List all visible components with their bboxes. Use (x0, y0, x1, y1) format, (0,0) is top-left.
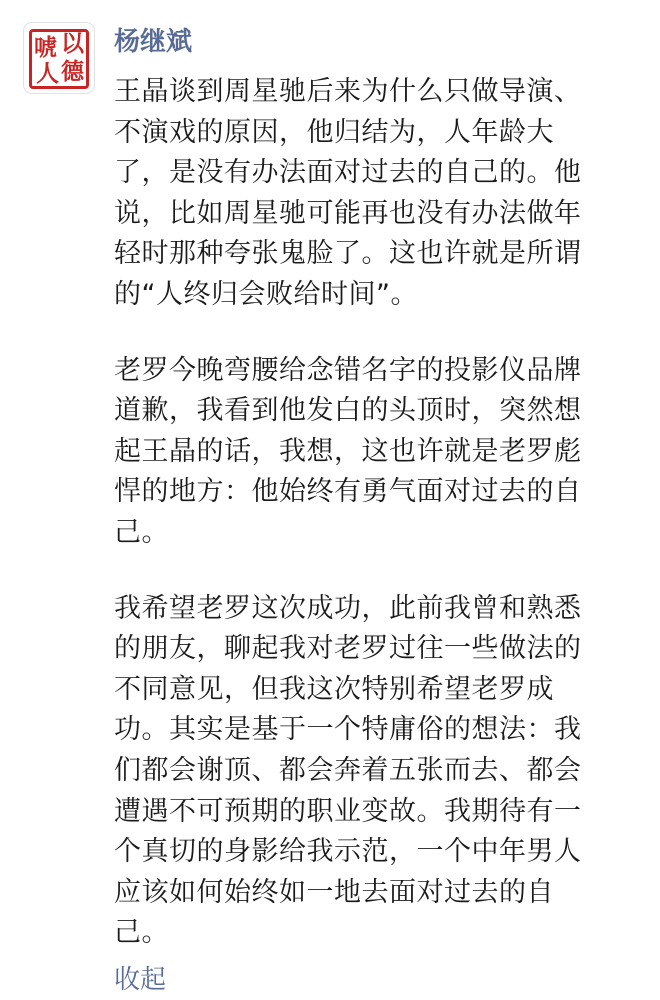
author-name[interactable]: 杨继斌 (114, 27, 193, 57)
seal-char: 人 (36, 60, 59, 87)
seal-char: 以 (61, 30, 84, 57)
post-paragraph: 王晶谈到周星驰后来为什么只做导演、 不演戏的原因，他归结为，人年龄大 了，是没有办法面对过去的自己的。他 说，比如周星驰可能再也没有办法做年 轻时那种夸张鬼脸了。这也许就是所谓 的“人终归会败给时间”。 (114, 76, 582, 310)
seal-char: 德 (61, 58, 84, 85)
post-content (114, 22, 644, 1000)
post-body (114, 72, 644, 954)
collapse-button[interactable]: 收起 (114, 964, 167, 995)
seal-char: 唬 (34, 34, 57, 61)
avatar[interactable] (23, 22, 95, 94)
seal-stamp-icon (29, 29, 89, 89)
post-paragraph: 老罗今晚弯腰给念错名字的投影仪品牌 道歉，我看到他发白的头顶时，突然想 起王晶的话，我想，这也许就是老罗彪 悍的地方：他始终有勇气面对过去的自 己。 (114, 354, 582, 548)
post-paragraph: 我希望老罗这次成功，此前我曾和熟悉 的朋友，聊起我对老罗过往一些做法的 不同意见，但我这次特别希望老罗成 功。其实是基于一个特庸俗的想法：我 们都会谢顶、都会奔着五张而去、都会 遭遇不可预期的职业变故。我期待有一 个真切的身影给我示范，一个中年男人 应该如何始终如一地去面对过去的自 己。 (114, 592, 582, 949)
